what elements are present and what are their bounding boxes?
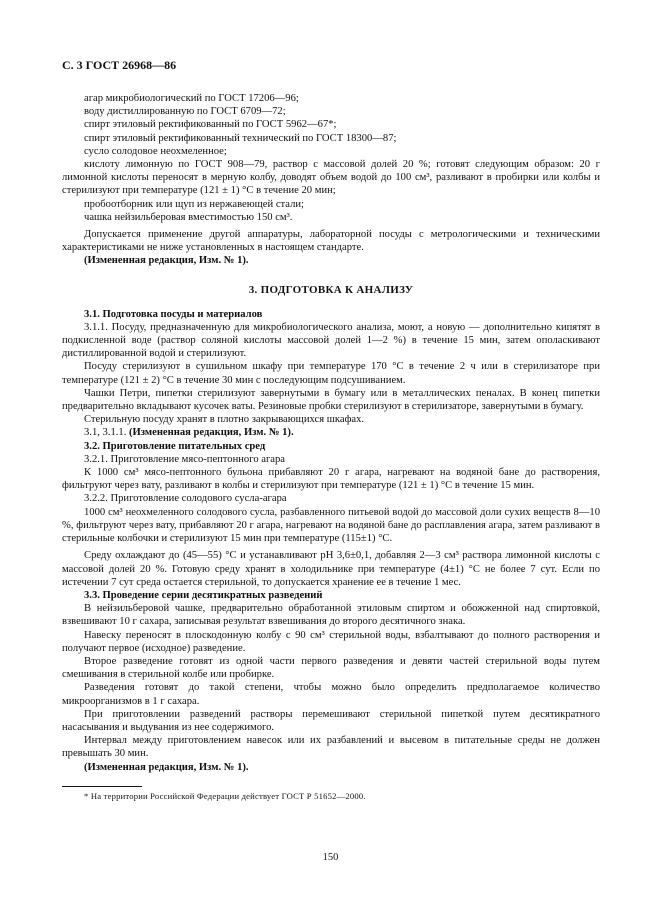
paragraph: Посуду стерилизуют в сушильном шкафу при температуре 170 °С в течение 2 ч или в стерилизаторе при температуре (121 ± 2) °С в течение 30 мин с последующим подсушиванием.	[62, 361, 600, 386]
list-item: пробоотборник или щуп из нержавеющей стали;	[84, 198, 304, 210]
paragraph: В нейзильберовой чашке, предварительно обработанной этиловым спиртом и обожженной над спиртовкой, взвешивают 10 г сахара, записывая результат взвешивания до второго десятичного знака.	[62, 603, 600, 628]
list-item: спирт этиловый ректификованный по ГОСТ 5962—67*;	[84, 119, 337, 131]
subsection-title: 3.3. Проведение серии десятикратных разведений	[84, 589, 323, 601]
paragraph: Интервал между приготовлением навесок или их разбавлений и высевом в питательные среды не должен превышать 30 мин.	[62, 735, 600, 760]
list-item: сусло солодовое неохмеленное;	[84, 145, 227, 157]
section-title: 3. ПОДГОТОВКА К АНАЛИЗУ	[248, 283, 414, 296]
amendment-note	[62, 426, 600, 439]
paragraph: К 1000 см³ мясо-пептонного бульона прибавляют 20 г агара, нагревают на водяной бане до растворения, фильтруют через вату, разливают в колбы и стерилизуют при температуре (121 ± 1) °С в течение 15 мин.	[62, 467, 600, 492]
document-page	[62, 58, 600, 802]
subsection-heading: 3.2.2. Приготовление солодового сусла-агара	[84, 493, 287, 505]
amendment-note: (Измененная редакция, Изм. № 1).	[84, 761, 249, 773]
subsection-title: 3.2. Приготовление питательных сред	[84, 440, 266, 452]
paragraph: При приготовлении разведений растворы перемешивают стерильной пипеткой путем десятикратного насасывания и выдувания из нее содержимого.	[62, 708, 600, 733]
footnote-divider	[62, 786, 142, 787]
footnote: * На территории Российской Федерации действует ГОСТ Р 51652—2000.	[84, 790, 366, 801]
amendment-text: (Измененная редакция, Изм. № 1).	[129, 427, 294, 439]
list-item: спирт этиловый ректификованный технический по ГОСТ 18300—87;	[84, 132, 397, 144]
subsection-heading: 3.2.1. Приготовление мясо-пептонного агара	[84, 453, 286, 465]
list-item: чашка нейзильберовая вместимостью 150 см³.	[84, 211, 293, 223]
list-item: воду дистиллированную по ГОСТ 6709—72;	[84, 106, 286, 118]
materials-list	[62, 92, 600, 224]
amendment-note: (Измененная редакция, Изм. № 1).	[84, 255, 249, 267]
permit-paragraph: Допускается применение другой аппаратуры, лабораторной посуды с метрологическими и техническими характеристиками не ниже установленных в настоящем стандарте.	[62, 229, 600, 254]
paragraph: Разведения готовят до такой степени, чтобы можно было определить предполагаемое количество микроорганизмов в 1 г сахара.	[62, 682, 600, 707]
page-header: С. 3 ГОСТ 26968—86	[62, 58, 177, 72]
subsection-title: 3.1. Подготовка посуды и материалов	[84, 308, 263, 320]
paragraph: Чашки Петри, пипетки стерилизуют завернутыми в бумагу или в металлических пеналах. В конец пипетки предварительно вкладывают кусочек ваты. Резиновые пробки стерилизуют в стерилизаторе, завернутыми в бумагу.	[62, 387, 600, 413]
paragraph: Навеску переносят в плоскодонную колбу с 90 см³ стерильной воды, взбалтывают до полного растворения и получают первое (исходное) разведение.	[62, 629, 600, 654]
paragraph: Стерильную посуду хранят в плотно закрывающихся шкафах.	[84, 414, 365, 426]
paragraph: Второе разведение готовят из одной части первого разведения и девяти частей стерильной воды путем смешивания в стерильной колбе или пробирке.	[62, 655, 600, 681]
paragraph: Среду охлаждают до (45—55) °С и устанавливают рН 3,6±0,1, добавляя 2—3 см³ раствора лимонной кислоты с массовой долей 20 %. Готовую среду хранят в холодильнике при температуре (4±1) °С не более 7 сут. Если по истечении 7 сут среда остается стерильной, то допускается хранение ее в течение 1 мес.	[62, 550, 600, 588]
amendment-ref: 3.1, 3.1.1.	[84, 427, 127, 439]
paragraph: 1000 см³ неохмеленного солодового сусла, разбавленного питьевой водой до массовой доли сухих веществ 8—10 %, фильтруют через вату, прибавляют 20 г агара, нагревают на водяной бане до расплавления агара, затем разливают в стерильные колбочки и стерилизуют 15 мин при температуре (115±1) °С.	[62, 506, 600, 545]
page-number: 150	[322, 852, 339, 863]
paragraph: 3.1.1. Посуду, предназначенную для микробиологического анализа, моют, а новую — дополнительно кипятят в подкисленной воде (раствор соляной кислоты массовой долей 1—2 %) в течение 15 мин, затем ополаскивают дистиллированной водой и стерилизуют.	[62, 321, 600, 360]
list-item: агар микробиологический по ГОСТ 17206—96;	[84, 93, 299, 104]
list-item: кислоту лимонную по ГОСТ 908—79, раствор с массовой долей 20 %; готовят следующим образом: 20 г лимонной кислоты переносят в мерную колбу, доводят объем водой до 100 см³, разливают в пробирки или колбы и стерилизуют при температуре (121 ± 1) °С в течение 20 мин;	[62, 159, 600, 197]
